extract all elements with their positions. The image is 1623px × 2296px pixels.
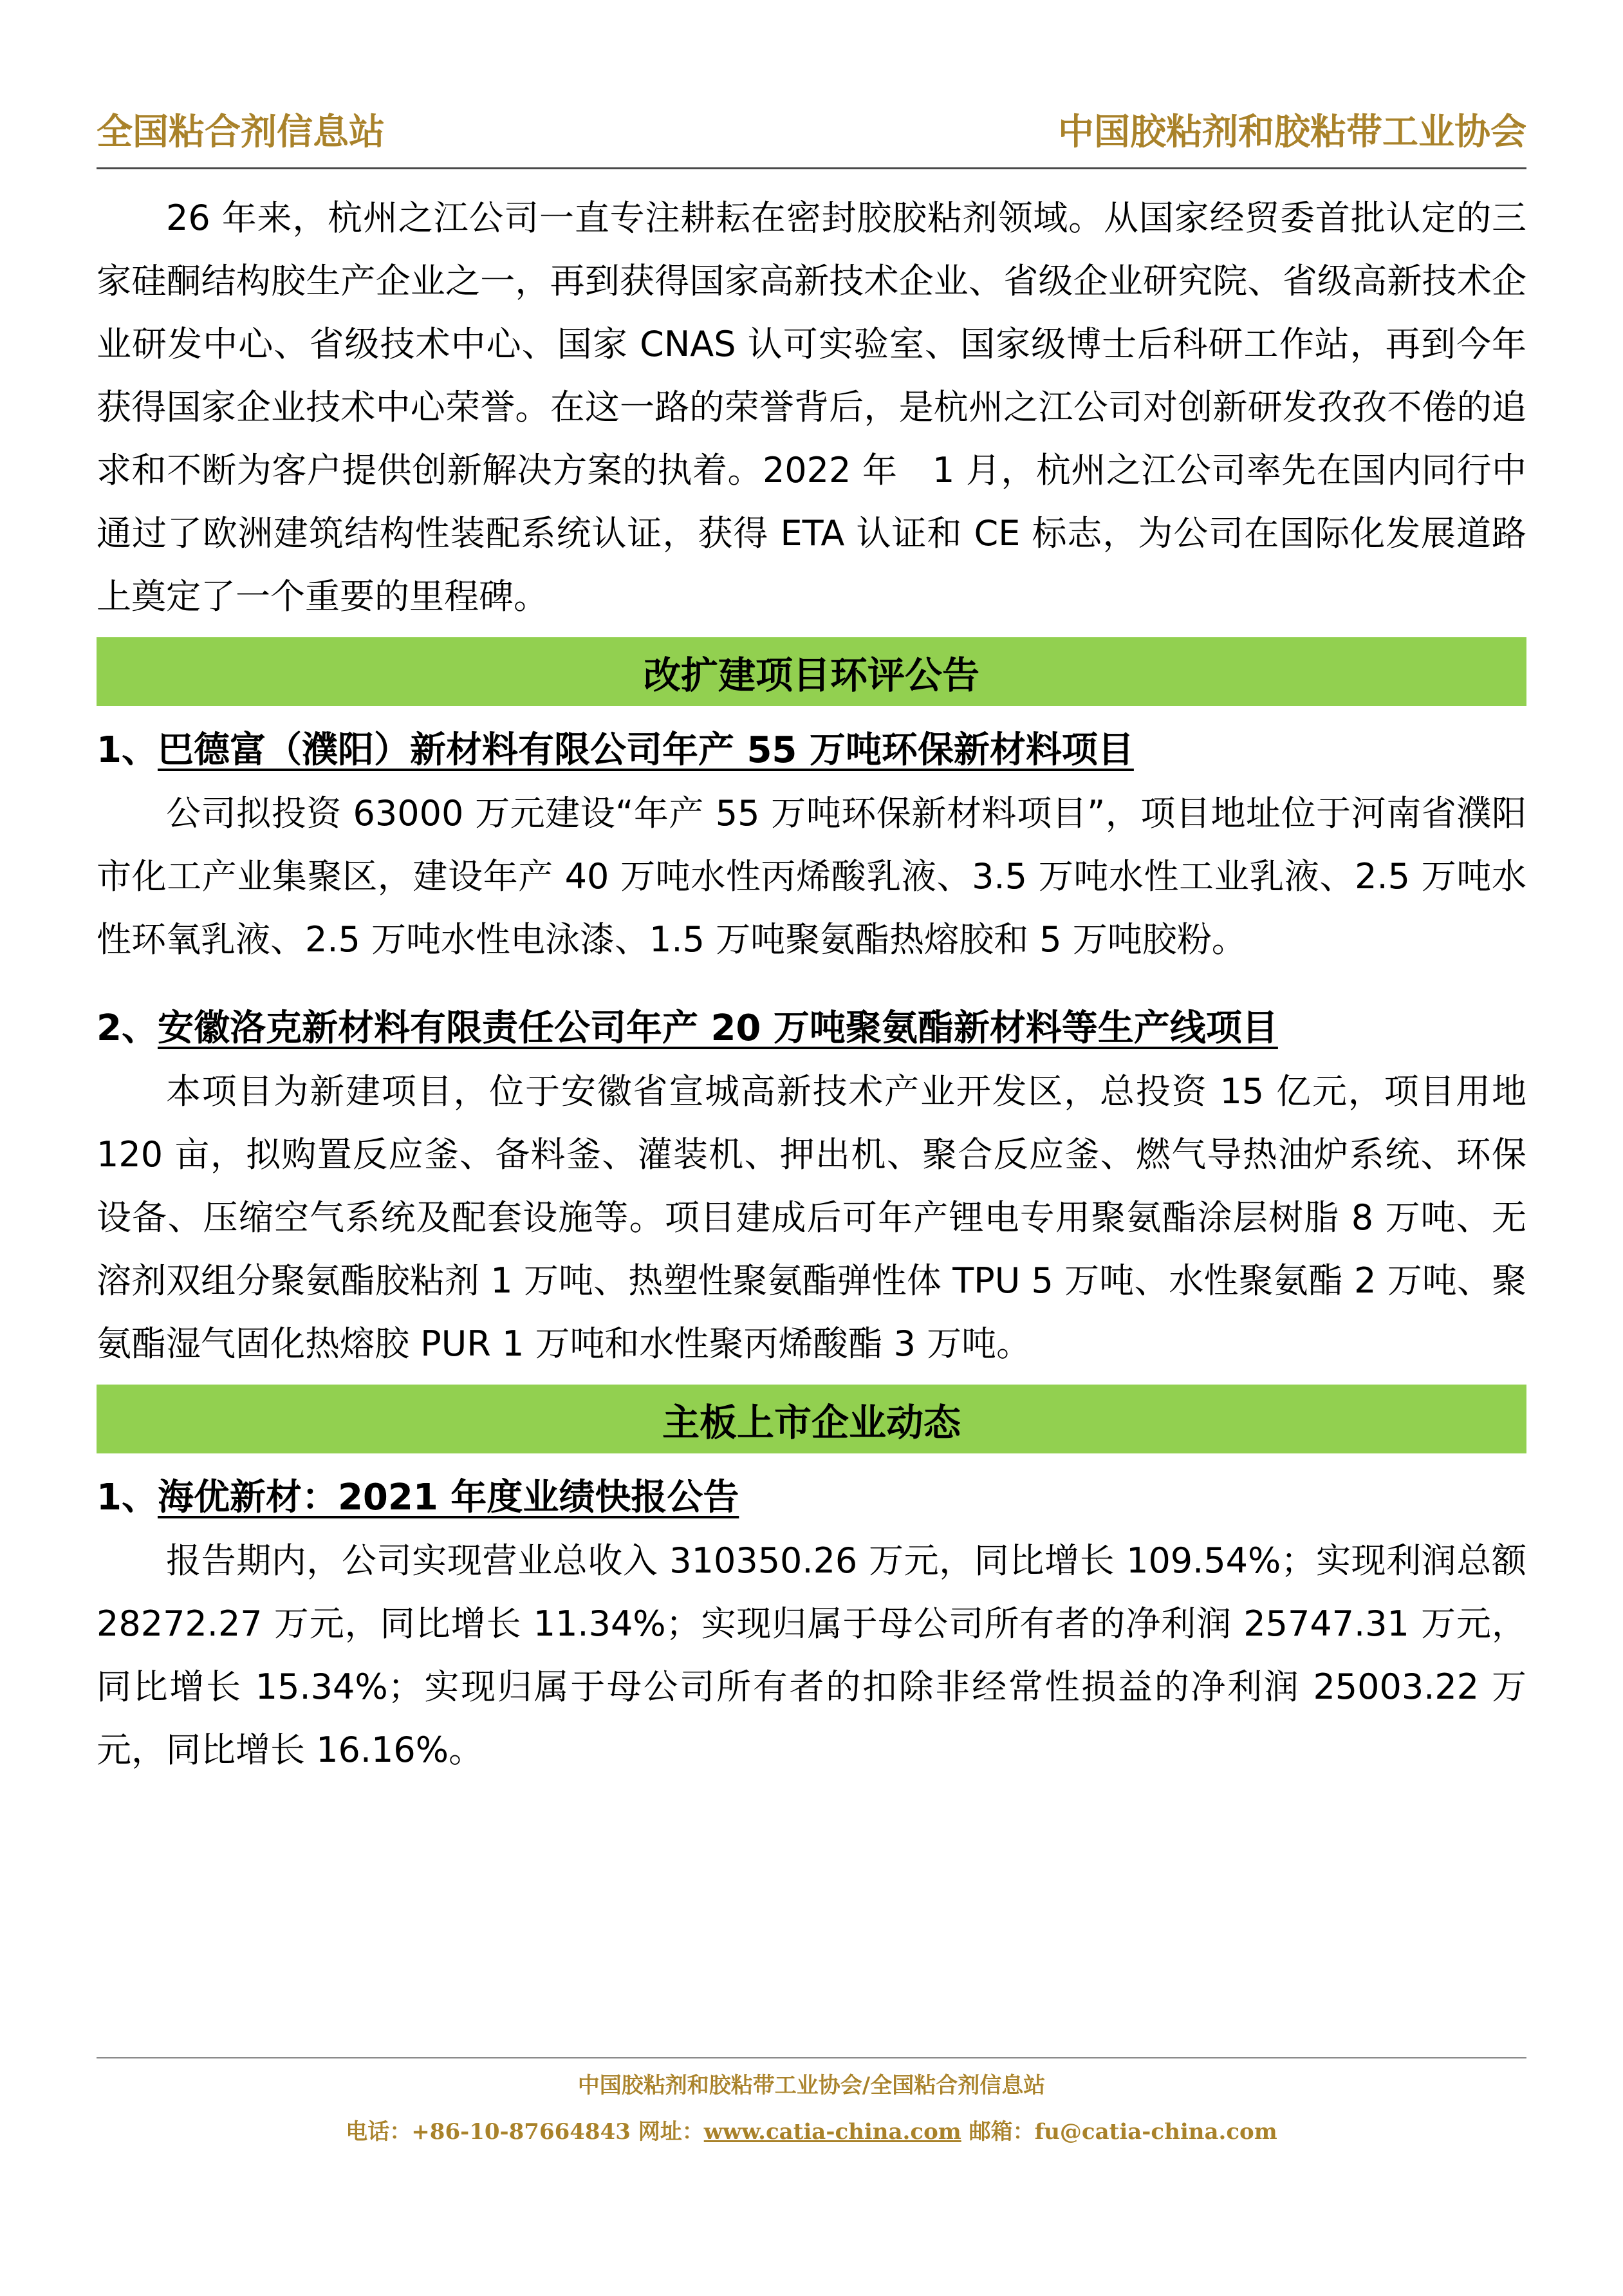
footer-phone: 电话：+86-10-87664843 网址： bbox=[346, 2119, 704, 2145]
item-number: 1、 bbox=[97, 729, 158, 771]
item-title: 安徽洛克新材料有限责任公司年产 20 万吨聚氨酯新材料等生产线项目 bbox=[157, 1007, 1278, 1049]
footer-org-line: 中国胶粘剂和胶粘带工业协会/全国粘合剂信息站 bbox=[577, 2073, 1046, 2098]
item-body: 本项目为新建项目，位于安徽省宣城高新技术产业开发区，总投资 15 亿元，项目用地 120 亩，拟购置反应釜、备料釜、灌装机、押出机、聚合反应釜、燃气导热油炉系统、环保设备、压缩空气系统及配套设施等。项目建成后可年产锂电专用聚氨酯涂层树脂 8 万吨、无溶剂双组分聚氨酯胶粘剂 1 万吨、热塑性聚氨酯弹性体 TPU 5 万吨、水性聚氨酯 2 万吨、聚氨酯湿气固化热熔胶 PUR 1 万吨和水性聚丙烯酸酯 3 万吨。 bbox=[97, 1071, 1526, 1364]
item-heading bbox=[97, 997, 1526, 1060]
item-body: 公司拟投资 63000 万元建设“年产 55 万吨环保新材料项目”，项目地址位于河南省濮阳市化工产业集聚区，建设年产 40 万吨水性丙烯酸乳液、3.5 万吨水性工业乳液、2.5 万吨水性环氧乳液、2.5 万吨水性电泳漆、1.5 万吨聚氨酯热熔胶和 5 万吨胶粉。 bbox=[97, 793, 1526, 960]
document-body bbox=[97, 187, 1526, 1782]
item-title: 海优新材：2021 年度业绩快报公告 bbox=[157, 1477, 739, 1518]
spacer bbox=[97, 971, 1526, 997]
item-number: 1、 bbox=[97, 1477, 158, 1518]
intro-paragraph: 26 年来，杭州之江公司一直专注耕耘在密封胶胶粘剂领域。从国家经贸委首批认定的三家硅酮结构胶生产企业之一，再到获得国家高新技术企业、省级企业研究院、省级高新技术企业研发中心、省级技术中心、国家 CNAS 认可实验室、国家级博士后科研工作站，再到今年获得国家企业技术中心荣誉。在这一路的荣誉背后，是杭州之江公司对创新研发孜孜不倦的追求和不断为客户提供创新解决方案的执着。2022 年 1 月，杭州之江公司率先在国内同行中通过了欧洲建筑结构性装配系统认证，获得 ETA 认证和 CE 标志，为公司在国际化发展道路上奠定了一个重要的里程碑。 bbox=[97, 198, 1526, 617]
header-right-title: 中国胶粘剂和胶粘带工业协会 bbox=[1058, 111, 1526, 153]
footer-contact-line bbox=[0, 2114, 1623, 2145]
footer-website-link[interactable]: www.catia-china.com bbox=[703, 2119, 961, 2145]
item-number: 2、 bbox=[97, 1007, 158, 1049]
header-divider bbox=[97, 167, 1526, 169]
item-body: 报告期内，公司实现营业总收入 310350.26 万元，同比增长 109.54%；实现利润总额 28272.27 万元，同比增长 11.34%；实现归属于母公司所有者的净利润 25747.31 万元，同比增长 15.34%；实现归属于母公司所有者的扣除非经常性损益的净利润 25003.22 万元，同比增长 16.16%。 bbox=[97, 1540, 1526, 1770]
footer-divider bbox=[97, 2057, 1526, 2058]
header-left-title: 全国粘合剂信息站 bbox=[97, 111, 385, 153]
item-heading bbox=[97, 719, 1526, 782]
footer-email: 邮箱：fu@catia-china.com bbox=[961, 2119, 1277, 2145]
section-banner-eia: 改扩建项目环评公告 bbox=[97, 637, 1526, 706]
item-title: 巴德富（濮阳）新材料有限公司年产 55 万吨环保新材料项目 bbox=[157, 729, 1134, 771]
section-banner-listed-companies: 主板上市企业动态 bbox=[97, 1385, 1526, 1453]
item-heading bbox=[97, 1466, 1526, 1529]
